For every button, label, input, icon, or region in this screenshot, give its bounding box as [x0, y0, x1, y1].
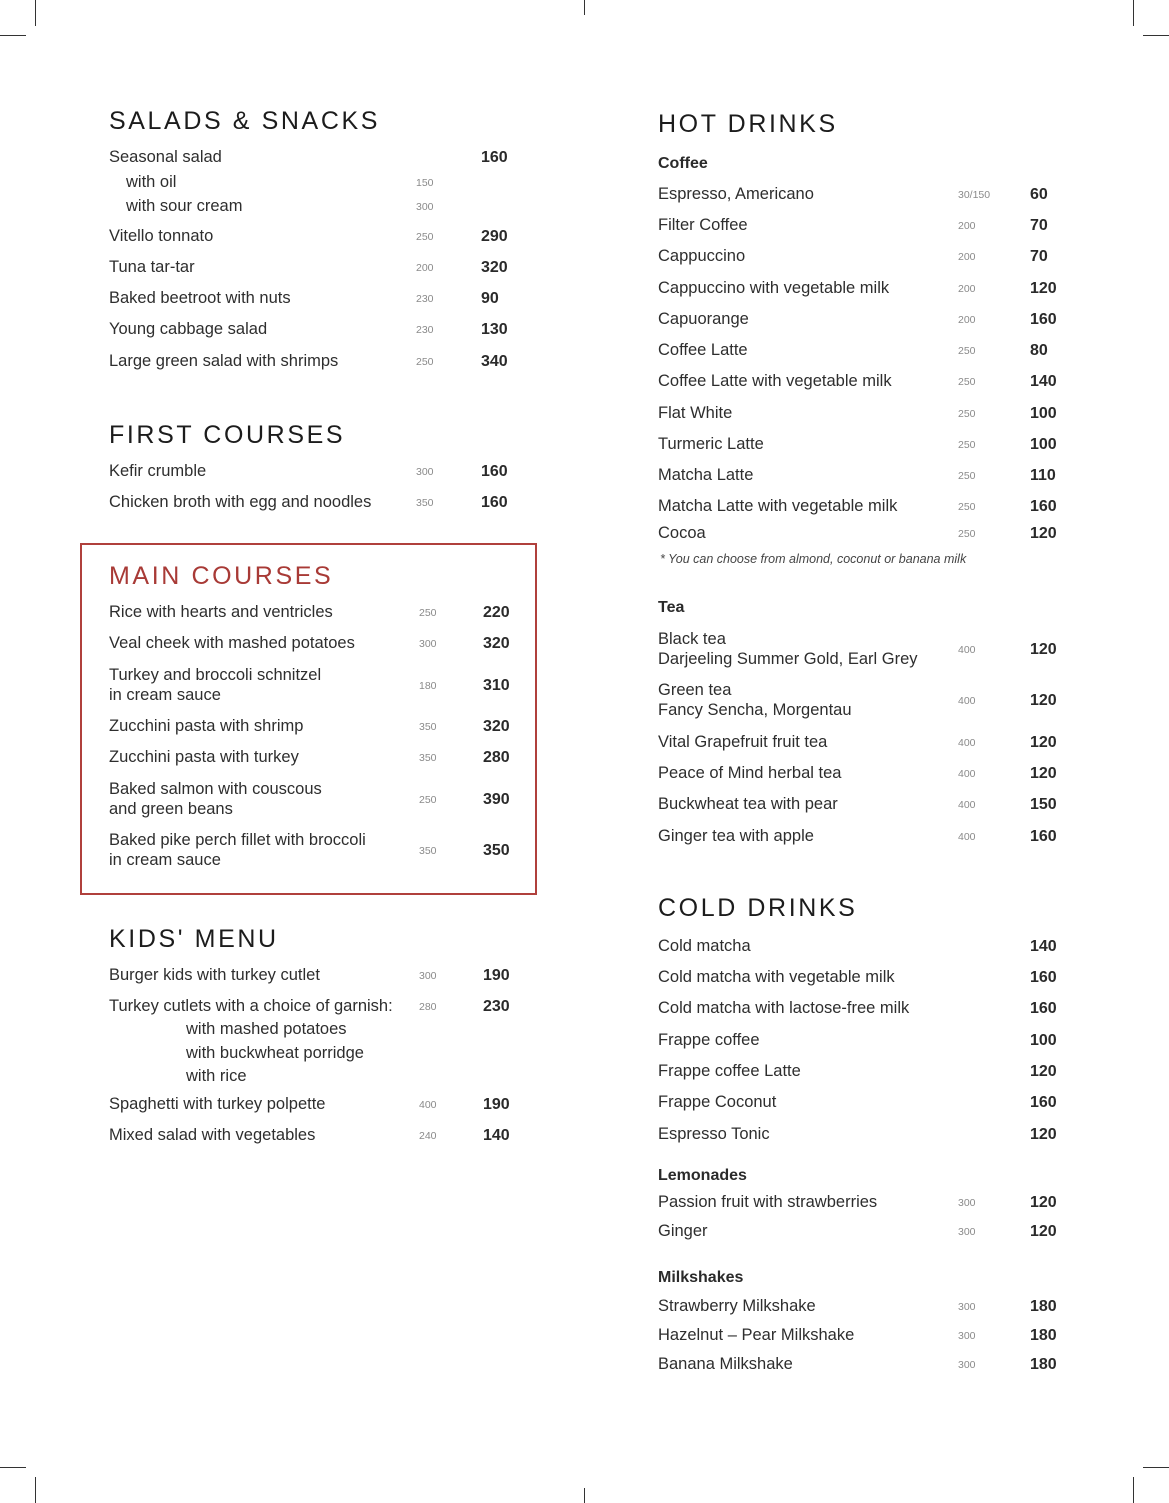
item-name: Turmeric Latte	[658, 435, 764, 453]
item-name: Large green salad with shrimps	[109, 352, 339, 370]
item-price: 140	[483, 1127, 510, 1144]
item-weight: 350	[419, 752, 437, 764]
item-weight: 250	[958, 528, 976, 540]
item-price: 160	[481, 149, 508, 166]
item-name: Matcha Latte	[658, 466, 754, 484]
item-name: Vitello tonnato	[109, 227, 214, 245]
item-weight: 400	[958, 799, 976, 811]
item-name: Burger kids with turkey cutlet	[109, 966, 320, 984]
item-price: 160	[1030, 1094, 1057, 1111]
item-name: Coffee Latte	[658, 341, 748, 359]
item-price: 120	[1030, 641, 1057, 658]
item-name: Cold matcha with vegetable milk	[658, 968, 895, 986]
item-price: 350	[483, 842, 510, 859]
crop-mark	[1143, 1467, 1169, 1468]
item-price: 70	[1030, 248, 1048, 265]
item-price: 190	[483, 1096, 510, 1113]
item-weight: 300	[958, 1301, 976, 1313]
item-weight: 400	[958, 644, 976, 656]
item-name: Strawberry Milkshake	[658, 1297, 816, 1315]
item-name: Flat White	[658, 404, 733, 422]
crop-mark	[584, 1488, 585, 1503]
item-name: Frappe coffee Latte	[658, 1062, 801, 1080]
item-name-line2: Fancy Sencha, Morgentau	[658, 701, 852, 719]
item-weight: 250	[958, 408, 976, 420]
item-name: Espresso Tonic	[658, 1125, 770, 1143]
item-weight: 150	[416, 177, 434, 189]
item-price: 150	[1030, 796, 1057, 813]
item-price: 110	[1030, 467, 1056, 484]
item-price: 120	[1030, 734, 1057, 751]
hot-drinks-section-title: HOT DRINKS	[658, 110, 838, 138]
item-name: Espresso, Americano	[658, 185, 814, 203]
item-price: 160	[1030, 1000, 1057, 1017]
item-name: Vital Grapefruit fruit tea	[658, 733, 828, 751]
item-weight: 250	[416, 356, 434, 368]
item-price: 120	[1030, 1126, 1057, 1143]
item-weight: 280	[419, 1001, 437, 1013]
item-price: 130	[481, 321, 508, 338]
lemonades-subtitle: Lemonades	[658, 1167, 747, 1184]
item-weight: 180	[419, 680, 437, 692]
item-weight: 400	[958, 695, 976, 707]
item-weight: 250	[958, 345, 976, 357]
item-name: Banana Milkshake	[658, 1355, 793, 1373]
first-courses-section-title: FIRST COURSES	[109, 421, 346, 449]
item-price: 160	[1030, 828, 1057, 845]
item-weight: 200	[416, 262, 434, 274]
item-name: Black tea	[658, 630, 726, 648]
item-name: Cappuccino	[658, 247, 746, 265]
item-weight: 240	[419, 1130, 437, 1142]
crop-mark	[35, 1477, 36, 1503]
item-price: 180	[1030, 1298, 1057, 1315]
item-price: 90	[481, 290, 499, 307]
item-weight: 300	[416, 201, 434, 213]
item-name: with sour cream	[126, 197, 243, 215]
crop-mark	[0, 1467, 26, 1468]
item-name: Green tea	[658, 681, 732, 699]
crop-mark	[1133, 0, 1134, 26]
item-price: 70	[1030, 217, 1048, 234]
vegetable-milk-note: * You can choose from almond, coconut or banana milk	[660, 552, 967, 566]
item-price: 120	[1030, 765, 1057, 782]
item-weight: 400	[958, 831, 976, 843]
item-name: Ginger tea with apple	[658, 827, 814, 845]
item-weight: 300	[419, 970, 437, 982]
crop-mark	[35, 0, 36, 26]
item-name-line2: and green beans	[109, 800, 233, 818]
crop-mark	[1133, 1477, 1134, 1503]
item-name: Kefir crumble	[109, 462, 207, 480]
item-name: Zucchini pasta with turkey	[109, 748, 299, 766]
milkshakes-subtitle: Milkshakes	[658, 1269, 744, 1286]
item-weight: 300	[416, 466, 434, 478]
item-price: 100	[1030, 1032, 1057, 1049]
item-name: with rice	[186, 1067, 247, 1085]
item-name: Turkey and broccoli schnitzel	[109, 666, 322, 684]
item-weight: 400	[958, 768, 976, 780]
item-weight: 30/150	[958, 189, 991, 201]
item-price: 120	[1030, 280, 1057, 297]
item-price: 290	[481, 228, 508, 245]
item-weight: 250	[958, 470, 976, 482]
main-courses-section-title: MAIN COURSES	[109, 562, 334, 590]
item-weight: 230	[416, 293, 434, 305]
item-name: Capuorange	[658, 310, 749, 328]
item-name: with mashed potatoes	[186, 1020, 347, 1038]
item-price: 180	[1030, 1327, 1057, 1344]
item-price: 80	[1030, 342, 1048, 359]
crop-mark	[0, 35, 26, 36]
item-name: Turkey cutlets with a choice of garnish:	[109, 997, 393, 1015]
tea-subtitle: Tea	[658, 599, 685, 616]
item-weight: 400	[419, 1099, 437, 1111]
item-name-line2: in cream sauce	[109, 686, 221, 704]
item-price: 180	[1030, 1356, 1057, 1373]
item-weight: 200	[958, 314, 976, 326]
item-price: 280	[483, 749, 510, 766]
item-price: 120	[1030, 1194, 1057, 1211]
item-price: 160	[481, 463, 508, 480]
item-name: Mixed salad with vegetables	[109, 1126, 316, 1144]
item-name: Frappe Coconut	[658, 1093, 777, 1111]
item-weight: 200	[958, 220, 976, 232]
item-price: 120	[1030, 1223, 1057, 1240]
item-price: 320	[481, 259, 508, 276]
item-price: 140	[1030, 938, 1057, 955]
item-name: with buckwheat porridge	[186, 1044, 364, 1062]
item-name: Chicken broth with egg and noodles	[109, 493, 372, 511]
item-name: Coffee Latte with vegetable milk	[658, 372, 892, 390]
item-weight: 250	[416, 231, 434, 243]
item-price: 120	[1030, 525, 1057, 542]
item-name: Zucchini pasta with shrimp	[109, 717, 304, 735]
item-price: 100	[1030, 405, 1057, 422]
item-weight: 400	[958, 737, 976, 749]
item-price: 160	[1030, 498, 1057, 515]
salads-section-title: SALADS & SNACKS	[109, 107, 381, 135]
item-name: Seasonal salad	[109, 148, 222, 166]
item-weight: 300	[958, 1197, 976, 1209]
item-price: 140	[1030, 373, 1057, 390]
item-price: 160	[481, 494, 508, 511]
item-price: 320	[483, 718, 510, 735]
item-name: Cappuccino with vegetable milk	[658, 279, 890, 297]
item-name-line2: in cream sauce	[109, 851, 221, 869]
item-weight: 350	[419, 845, 437, 857]
item-weight: 300	[958, 1330, 976, 1342]
item-weight: 250	[958, 501, 976, 513]
item-name: Baked pike perch fillet with broccoli	[109, 831, 366, 849]
coffee-subtitle: Coffee	[658, 155, 708, 172]
item-price: 320	[483, 635, 510, 652]
item-name: Spaghetti with turkey polpette	[109, 1095, 326, 1113]
item-weight: 200	[958, 283, 976, 295]
item-price: 390	[483, 791, 510, 808]
item-name: Baked salmon with couscous	[109, 780, 322, 798]
kids-menu-section-title: KIDS' MENU	[109, 925, 279, 953]
item-name: Baked beetroot with nuts	[109, 289, 291, 307]
item-name-line2: Darjeeling Summer Gold, Earl Grey	[658, 650, 918, 668]
item-name: Filter Coffee	[658, 216, 748, 234]
item-weight: 250	[958, 439, 976, 451]
item-name: Peace of Mind herbal tea	[658, 764, 842, 782]
item-price: 340	[481, 353, 508, 370]
item-weight: 250	[419, 794, 437, 806]
item-price: 160	[1030, 311, 1057, 328]
item-name: with oil	[126, 173, 177, 191]
item-weight: 350	[416, 497, 434, 509]
item-name: Buckwheat tea with pear	[658, 795, 838, 813]
item-weight: 250	[419, 607, 437, 619]
item-name: Cold matcha	[658, 937, 751, 955]
item-weight: 350	[419, 721, 437, 733]
item-price: 310	[483, 677, 510, 694]
cold-drinks-section-title: COLD DRINKS	[658, 894, 858, 922]
item-price: 220	[483, 604, 510, 621]
item-name: Cold matcha with lactose-free milk	[658, 999, 910, 1017]
item-name: Ginger	[658, 1222, 708, 1240]
item-weight: 300	[958, 1226, 976, 1238]
item-name: Matcha Latte with vegetable milk	[658, 497, 898, 515]
item-name: Young cabbage salad	[109, 320, 268, 338]
item-price: 230	[483, 998, 510, 1015]
item-name: Cocoa	[658, 524, 706, 542]
item-weight: 200	[958, 251, 976, 263]
item-name: Veal cheek with mashed potatoes	[109, 634, 355, 652]
item-price: 120	[1030, 1063, 1057, 1080]
item-weight: 230	[416, 324, 434, 336]
item-name: Passion fruit with strawberries	[658, 1193, 878, 1211]
item-price: 60	[1030, 186, 1048, 203]
item-name: Tuna tar-tar	[109, 258, 195, 276]
item-price: 120	[1030, 692, 1057, 709]
item-price: 190	[483, 967, 510, 984]
item-weight: 300	[419, 638, 437, 650]
crop-mark	[1143, 35, 1169, 36]
crop-mark	[584, 0, 585, 15]
item-price: 100	[1030, 436, 1057, 453]
item-name: Frappe coffee	[658, 1031, 760, 1049]
item-weight: 300	[958, 1359, 976, 1371]
item-name: Hazelnut – Pear Milkshake	[658, 1326, 855, 1344]
item-weight: 250	[958, 376, 976, 388]
item-price: 160	[1030, 969, 1057, 986]
item-name: Rice with hearts and ventricles	[109, 603, 333, 621]
